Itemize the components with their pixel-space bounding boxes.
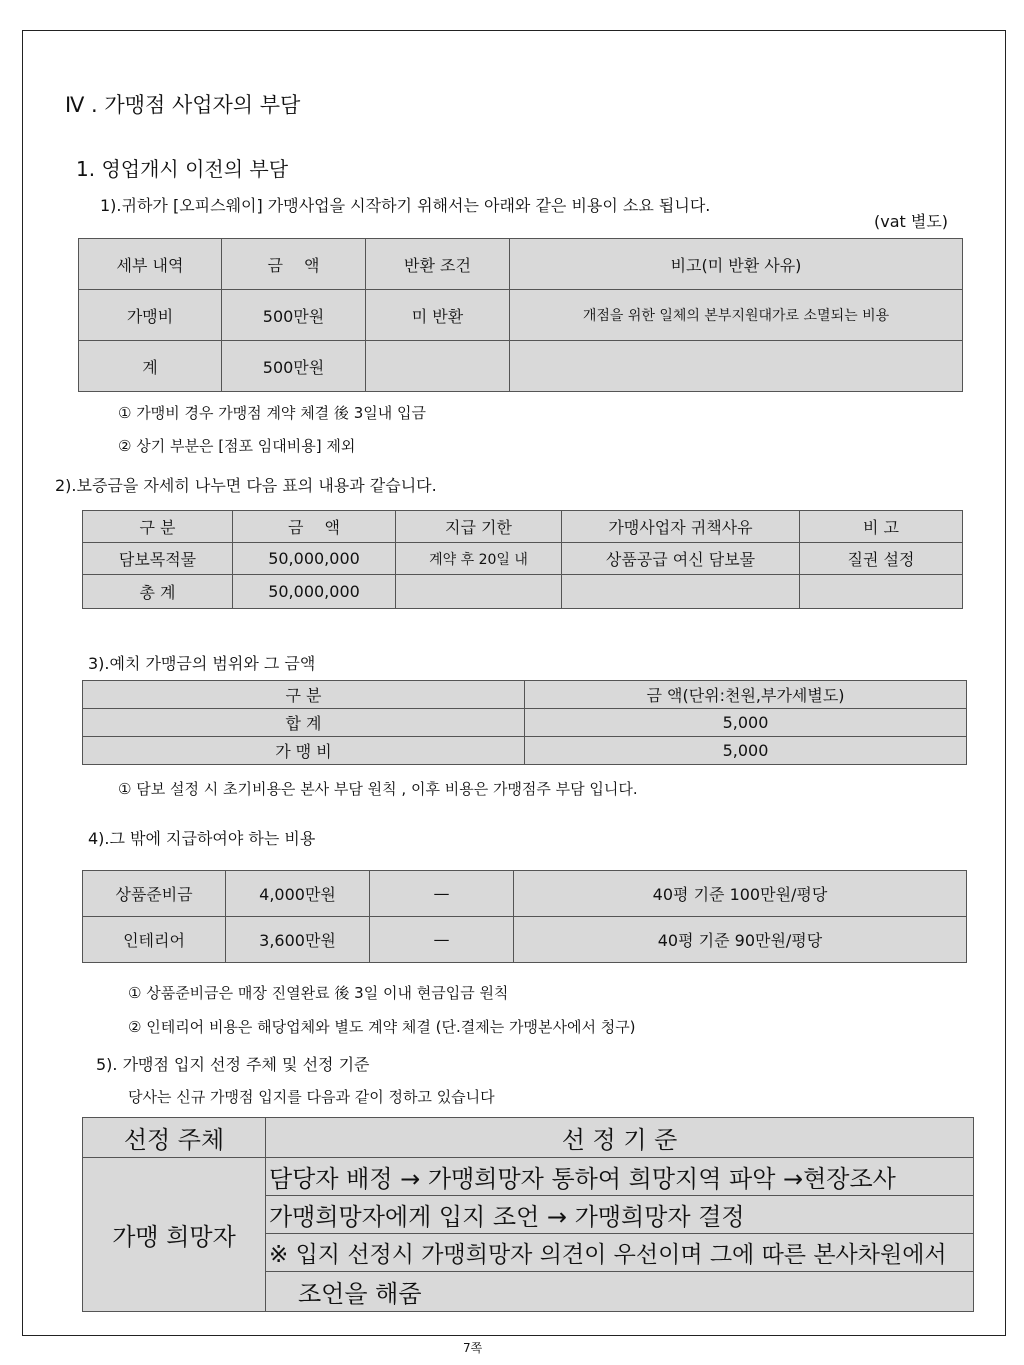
page-number: 7쪽: [463, 1341, 483, 1355]
section-title: Ⅳ . 가맹점 사업자의 부담: [65, 93, 301, 117]
escrow-title: 3).예치 가맹금의 범위와 그 금액: [88, 654, 316, 673]
table-cell: 담당자 배정 → 가맹희망자 통하여 희망지역 파악 →현장조사: [266, 1158, 974, 1196]
header-cell: 세부 내역: [79, 239, 222, 290]
table-cell: 40평 기준 90만원/평당: [514, 917, 967, 963]
table-cell: 40평 기준 100만원/평당: [514, 871, 967, 917]
table-row: [83, 737, 967, 765]
table-cell: 4,000만원: [226, 871, 370, 917]
fee-intro: 1).귀하가 [오피스웨이] 가맹사업을 시작하기 위해서는 아래와 같은 비용이 소요 됩니다.: [100, 196, 711, 215]
header-cell: 반환 조건: [366, 239, 510, 290]
site-selection-table: [82, 1117, 974, 1312]
table-cell: 50,000,000: [233, 543, 396, 575]
escrow-table: [82, 680, 967, 765]
table-cell: 500만원: [222, 290, 366, 341]
header-cell: 선 정 기 준: [266, 1118, 974, 1158]
table-cell: [800, 575, 963, 609]
vat-note: (vat 별도): [874, 212, 949, 231]
note-item: ② 상기 부분은 [점포 임대비용] 제외: [118, 437, 356, 455]
header-cell: 지급 기한: [396, 511, 562, 543]
table-cell: 가맹희망자에게 입지 조언 → 가맹희망자 결정: [266, 1196, 974, 1234]
other-costs-table: [82, 870, 967, 963]
table-cell: [366, 341, 510, 392]
table-cell: [510, 341, 963, 392]
header-cell: 선정 주체: [83, 1118, 266, 1158]
table-row: [79, 341, 963, 392]
table-cell: 가맹비: [79, 290, 222, 341]
table-cell: [396, 575, 562, 609]
table-cell: 조언을 해줌: [266, 1272, 974, 1312]
table-cell: 총 계: [83, 575, 233, 609]
deposit-table: [82, 510, 963, 609]
table-cell: 50,000,000: [233, 575, 396, 609]
table-cell: 인테리어: [83, 917, 226, 963]
table-cell: 가 맹 비: [83, 737, 525, 765]
table-row: [83, 543, 963, 575]
table-cell: 5,000: [525, 737, 967, 765]
table-cell: ※ 입지 선정시 가맹희망자 의견이 우선이며 그에 따른 본사차원에서: [266, 1234, 974, 1272]
table-cell: 500만원: [222, 341, 366, 392]
header-cell: 가맹사업자 귀책사유: [562, 511, 800, 543]
table-cell: [562, 575, 800, 609]
table-row: [83, 575, 963, 609]
table-row: [79, 290, 963, 341]
table-cell: 가맹 희망자: [83, 1158, 266, 1312]
table-cell: —: [370, 917, 514, 963]
note-item: ① 상품준비금은 매장 진열완료 後 3일 이내 현금입금 원칙: [128, 984, 509, 1002]
header-cell: 금 액: [222, 239, 366, 290]
table-cell: 상품준비금: [83, 871, 226, 917]
franchise-fee-table: [78, 238, 963, 392]
table-cell: 담보목적물: [83, 543, 233, 575]
table-cell: 계: [79, 341, 222, 392]
table-row: [83, 871, 967, 917]
table-cell: 5,000: [525, 709, 967, 737]
table-cell: 미 반환: [366, 290, 510, 341]
table-row: [83, 1158, 974, 1196]
table-cell: 개점을 위한 일체의 본부지원대가로 소멸되는 비용: [510, 290, 963, 341]
site-selection-title: 5). 가맹점 입지 선정 주체 및 선정 기준: [96, 1055, 370, 1074]
note-item: ① 가맹비 경우 가맹점 계약 체결 後 3일내 입금: [118, 404, 426, 422]
table-cell: 3,600만원: [226, 917, 370, 963]
table-cell: —: [370, 871, 514, 917]
header-cell: 구 분: [83, 511, 233, 543]
header-cell: 금 액(단위:천원,부가세별도): [525, 681, 967, 709]
header-cell: 금 액: [233, 511, 396, 543]
header-cell: 비 고: [800, 511, 963, 543]
other-costs-title: 4).그 밖에 지급하여야 하는 비용: [88, 829, 316, 848]
header-cell: 구 분: [83, 681, 525, 709]
deposit-title: 2).보증금을 자세히 나누면 다음 표의 내용과 같습니다.: [55, 476, 437, 495]
table-cell: 계약 후 20일 내: [396, 543, 562, 575]
subsection-title: 1. 영업개시 이전의 부담: [76, 157, 289, 181]
table-row: [83, 709, 967, 737]
table-cell: 질권 설정: [800, 543, 963, 575]
note-item: ① 담보 설정 시 초기비용은 본사 부담 원칙 , 이후 비용은 가맹점주 부담 입니다.: [118, 780, 638, 798]
table-cell: 합 계: [83, 709, 525, 737]
header-cell: 비고(미 반환 사유): [510, 239, 963, 290]
site-selection-intro: 당사는 신규 가맹점 입지를 다음과 같이 정하고 있습니다: [128, 1088, 495, 1106]
table-row: [83, 917, 967, 963]
table-cell: 상품공급 여신 담보물: [562, 543, 800, 575]
note-item: ② 인테리어 비용은 해당업체와 별도 계약 체결 (단.결제는 가맹본사에서 청구): [128, 1018, 636, 1036]
